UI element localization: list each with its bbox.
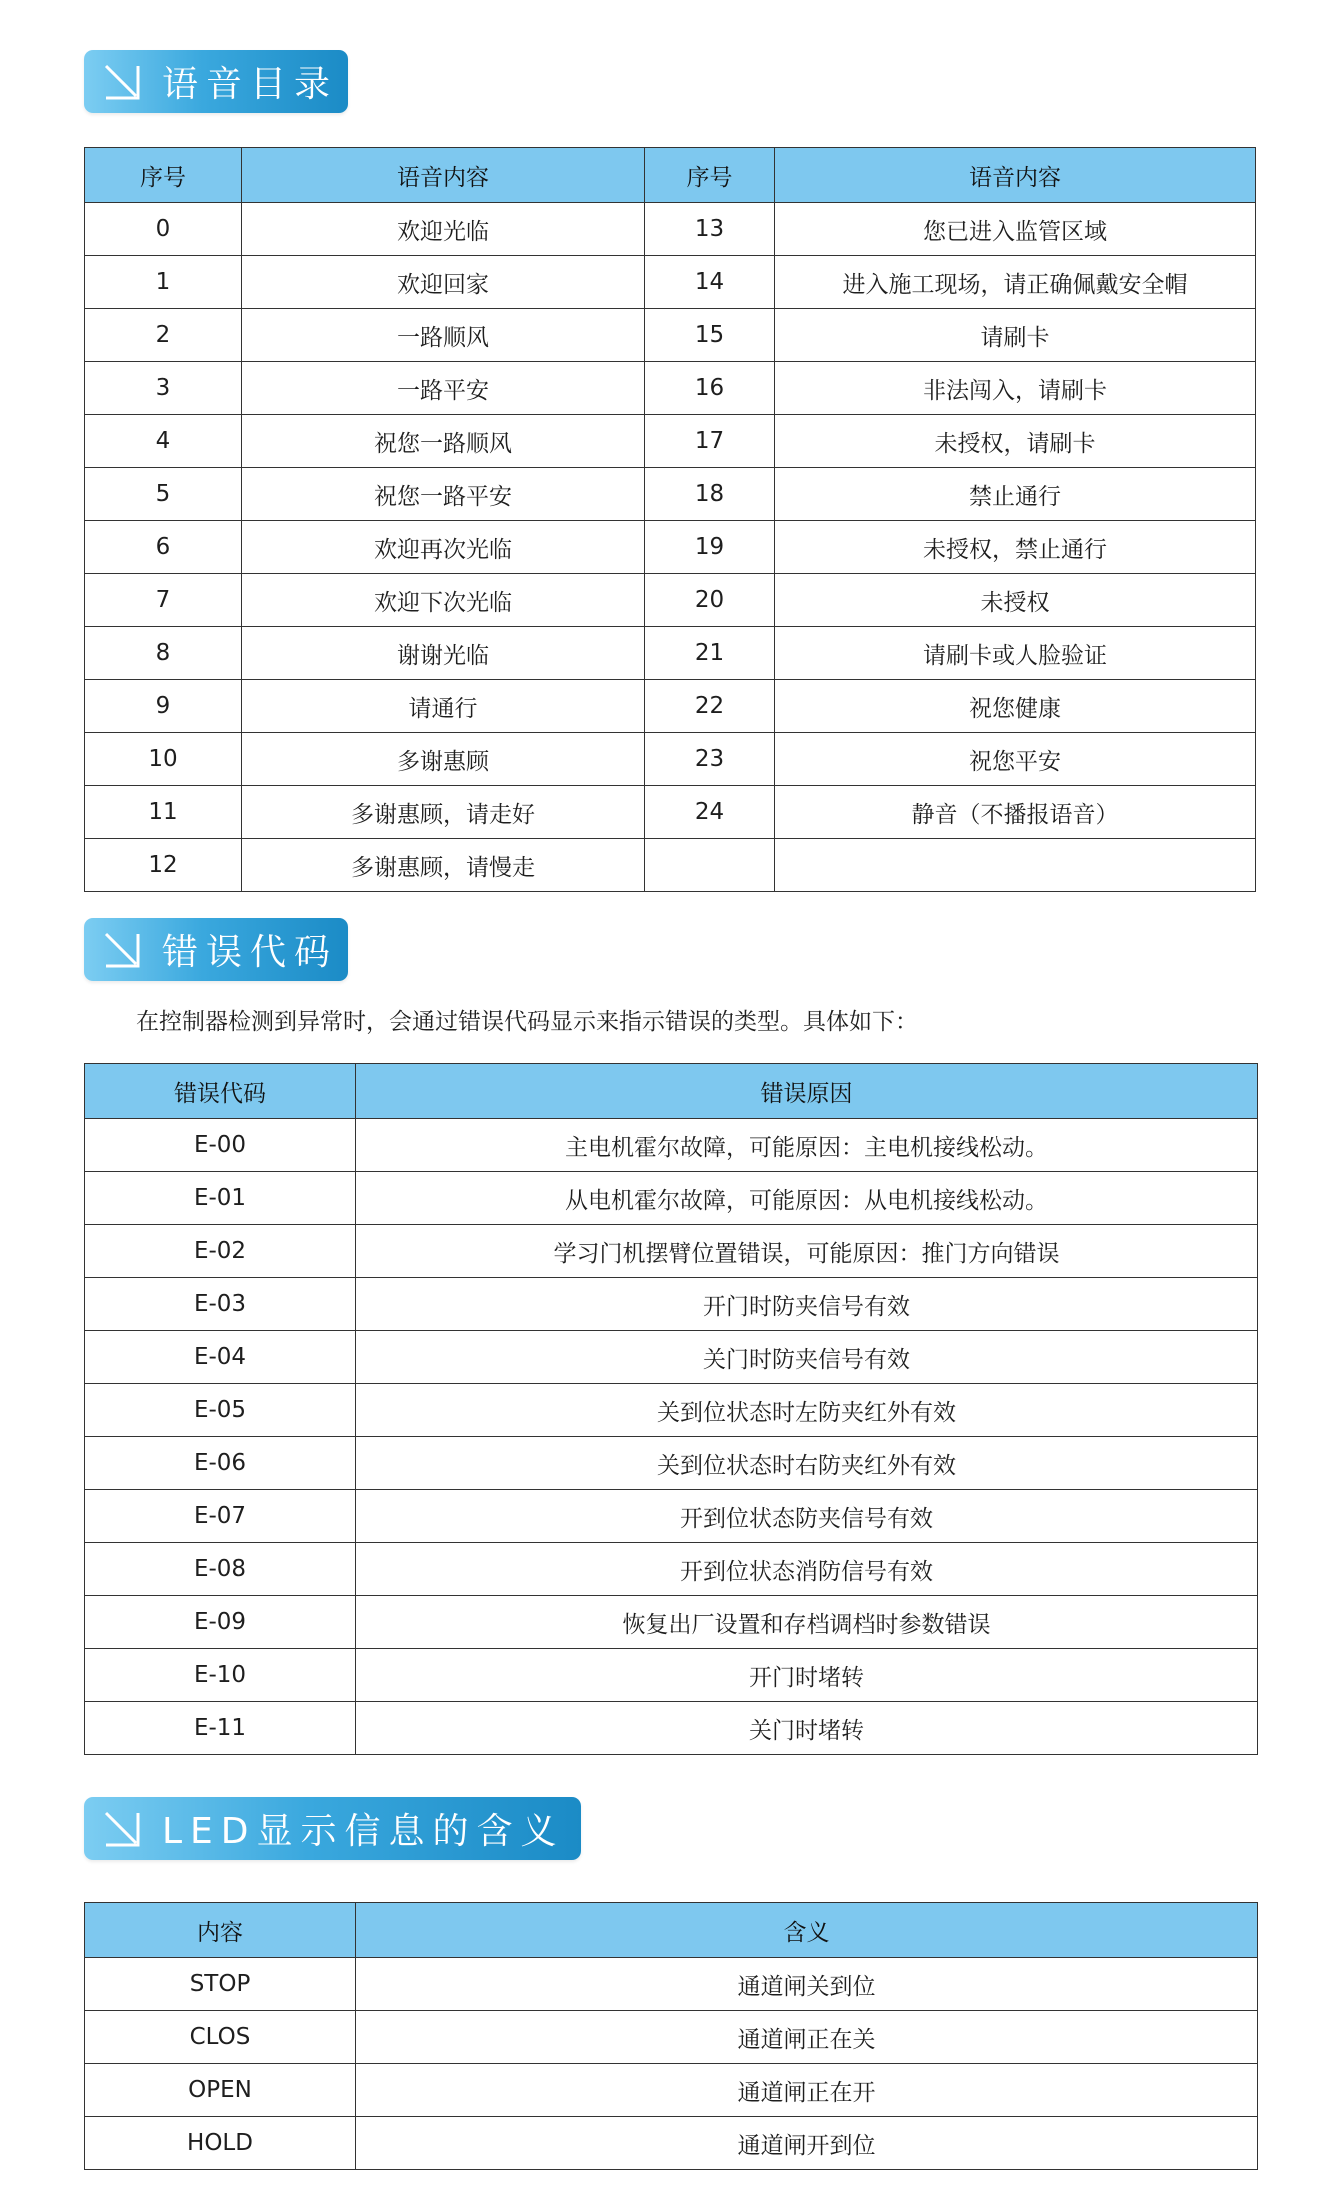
error-reason-cell: 关到位状态时左防夹红外有效 [356, 1384, 1258, 1437]
table-row [85, 680, 1256, 733]
error-code-cell: E-05 [85, 1384, 356, 1437]
voice-content-cell: 欢迎下次光临 [242, 574, 645, 627]
voice-index-cell: 9 [85, 680, 242, 733]
error-code-cell: E-01 [85, 1172, 356, 1225]
led-meaning-cell: 通道闸正在开 [356, 2064, 1258, 2117]
table-row [85, 1702, 1258, 1755]
voice-index-cell: 10 [85, 733, 242, 786]
voice-index-cell [645, 839, 775, 892]
table-row [85, 203, 1256, 256]
led-meaning-cell: 通道闸正在关 [356, 2011, 1258, 2064]
voice-index-cell: 3 [85, 362, 242, 415]
voice-index-cell: 11 [85, 786, 242, 839]
error-table-header-row [85, 1064, 1258, 1119]
led-table [84, 1902, 1258, 2170]
column-header-error-reason: 错误原因 [356, 1064, 1258, 1119]
voice-content-cell: 静音（不播报语音） [775, 786, 1256, 839]
table-row [85, 2011, 1258, 2064]
table-row [85, 1225, 1258, 1278]
voice-content-cell: 请刷卡 [775, 309, 1256, 362]
error-reason-cell: 开门时防夹信号有效 [356, 1278, 1258, 1331]
table-row [85, 2117, 1258, 2170]
voice-content-cell: 未授权，禁止通行 [775, 521, 1256, 574]
error-code-cell: E-08 [85, 1543, 356, 1596]
voice-content-cell: 未授权 [775, 574, 1256, 627]
led-table-header-row [85, 1903, 1258, 1958]
voice-index-cell: 2 [85, 309, 242, 362]
table-row [85, 1958, 1258, 2011]
error-section-header [84, 918, 348, 981]
error-code-cell: E-07 [85, 1490, 356, 1543]
voice-index-cell: 4 [85, 415, 242, 468]
voice-table [84, 147, 1256, 892]
voice-content-cell: 非法闯入，请刷卡 [775, 362, 1256, 415]
voice-section-title: 语音目录 [162, 64, 339, 105]
voice-content-cell: 欢迎回家 [242, 256, 645, 309]
arrow-down-right-icon [102, 930, 142, 970]
voice-content-cell: 多谢惠顾，请慢走 [242, 839, 645, 892]
voice-content-cell: 您已进入监管区域 [775, 203, 1256, 256]
voice-section-header [84, 50, 348, 113]
error-section-title: 错误代码 [162, 932, 339, 973]
voice-content-cell: 祝您一路顺风 [242, 415, 645, 468]
table-row [85, 627, 1256, 680]
table-row [85, 786, 1256, 839]
table-row [85, 1649, 1258, 1702]
voice-index-cell: 18 [645, 468, 775, 521]
error-code-cell: E-02 [85, 1225, 356, 1278]
error-table [84, 1063, 1258, 1755]
error-reason-cell: 从电机霍尔故障，可能原因：从电机接线松动。 [356, 1172, 1258, 1225]
led-section-header [84, 1797, 581, 1860]
error-code-cell: E-04 [85, 1331, 356, 1384]
error-reason-cell: 恢复出厂设置和存档调档时参数错误 [356, 1596, 1258, 1649]
error-reason-cell: 开门时堵转 [356, 1649, 1258, 1702]
voice-index-cell: 0 [85, 203, 242, 256]
voice-content-cell: 谢谢光临 [242, 627, 645, 680]
voice-index-cell: 24 [645, 786, 775, 839]
voice-table-header-row [85, 148, 1256, 203]
voice-index-cell: 12 [85, 839, 242, 892]
voice-content-cell: 祝您平安 [775, 733, 1256, 786]
table-row [85, 415, 1256, 468]
voice-content-cell: 一路平安 [242, 362, 645, 415]
table-row [85, 1278, 1258, 1331]
table-row [85, 733, 1256, 786]
voice-content-cell: 多谢惠顾 [242, 733, 645, 786]
column-header-led-meaning: 含义 [356, 1903, 1258, 1958]
voice-content-cell: 禁止通行 [775, 468, 1256, 521]
voice-index-cell: 5 [85, 468, 242, 521]
voice-index-cell: 13 [645, 203, 775, 256]
table-row [85, 256, 1256, 309]
voice-content-cell [775, 839, 1256, 892]
error-code-cell: E-00 [85, 1119, 356, 1172]
led-meaning-cell: 通道闸关到位 [356, 1958, 1258, 2011]
led-content-cell: HOLD [85, 2117, 356, 2170]
table-row [85, 521, 1256, 574]
table-row [85, 1172, 1258, 1225]
error-code-cell: E-06 [85, 1437, 356, 1490]
voice-index-cell: 8 [85, 627, 242, 680]
table-row [85, 1331, 1258, 1384]
error-reason-cell: 开到位状态防夹信号有效 [356, 1490, 1258, 1543]
voice-content-cell: 祝您健康 [775, 680, 1256, 733]
voice-content-cell: 未授权，请刷卡 [775, 415, 1256, 468]
error-intro-text: 在控制器检测到异常时，会通过错误代码显示来指示错误的类型。具体如下： [136, 1009, 918, 1035]
error-reason-cell: 关门时防夹信号有效 [356, 1331, 1258, 1384]
error-code-cell: E-09 [85, 1596, 356, 1649]
voice-index-cell: 7 [85, 574, 242, 627]
column-header-error-code: 错误代码 [85, 1064, 356, 1119]
voice-content-cell: 进入施工现场，请正确佩戴安全帽 [775, 256, 1256, 309]
led-meaning-cell: 通道闸开到位 [356, 2117, 1258, 2170]
error-code-cell: E-11 [85, 1702, 356, 1755]
table-row [85, 574, 1256, 627]
arrow-down-right-icon [102, 62, 142, 102]
voice-index-cell: 17 [645, 415, 775, 468]
voice-index-cell: 16 [645, 362, 775, 415]
voice-index-cell: 23 [645, 733, 775, 786]
column-header-index: 序号 [645, 148, 775, 203]
voice-index-cell: 14 [645, 256, 775, 309]
led-content-cell: CLOS [85, 2011, 356, 2064]
voice-content-cell: 一路顺风 [242, 309, 645, 362]
table-row [85, 1384, 1258, 1437]
voice-index-cell: 15 [645, 309, 775, 362]
voice-index-cell: 6 [85, 521, 242, 574]
led-content-cell: STOP [85, 1958, 356, 2011]
voice-content-cell: 请通行 [242, 680, 645, 733]
led-section-title: LED显示信息的含义 [162, 1811, 565, 1852]
error-code-cell: E-10 [85, 1649, 356, 1702]
table-row [85, 1437, 1258, 1490]
column-header-content: 语音内容 [775, 148, 1256, 203]
table-row [85, 362, 1256, 415]
table-row [85, 1119, 1258, 1172]
error-reason-cell: 关门时堵转 [356, 1702, 1258, 1755]
led-content-cell: OPEN [85, 2064, 356, 2117]
voice-index-cell: 22 [645, 680, 775, 733]
arrow-down-right-icon [102, 1809, 142, 1849]
voice-index-cell: 21 [645, 627, 775, 680]
column-header-led-content: 内容 [85, 1903, 356, 1958]
table-row [85, 1596, 1258, 1649]
voice-index-cell: 1 [85, 256, 242, 309]
error-reason-cell: 主电机霍尔故障，可能原因：主电机接线松动。 [356, 1119, 1258, 1172]
column-header-content: 语音内容 [242, 148, 645, 203]
voice-content-cell: 多谢惠顾，请走好 [242, 786, 645, 839]
table-row [85, 468, 1256, 521]
table-row [85, 1543, 1258, 1596]
table-row [85, 309, 1256, 362]
error-reason-cell: 学习门机摆臂位置错误，可能原因：推门方向错误 [356, 1225, 1258, 1278]
voice-content-cell: 欢迎再次光临 [242, 521, 645, 574]
error-code-cell: E-03 [85, 1278, 356, 1331]
table-row [85, 1490, 1258, 1543]
table-row [85, 2064, 1258, 2117]
voice-index-cell: 20 [645, 574, 775, 627]
error-reason-cell: 开到位状态消防信号有效 [356, 1543, 1258, 1596]
voice-index-cell: 19 [645, 521, 775, 574]
error-reason-cell: 关到位状态时右防夹红外有效 [356, 1437, 1258, 1490]
voice-content-cell: 祝您一路平安 [242, 468, 645, 521]
voice-content-cell: 欢迎光临 [242, 203, 645, 256]
table-row [85, 839, 1256, 892]
column-header-index: 序号 [85, 148, 242, 203]
voice-content-cell: 请刷卡或人脸验证 [775, 627, 1256, 680]
